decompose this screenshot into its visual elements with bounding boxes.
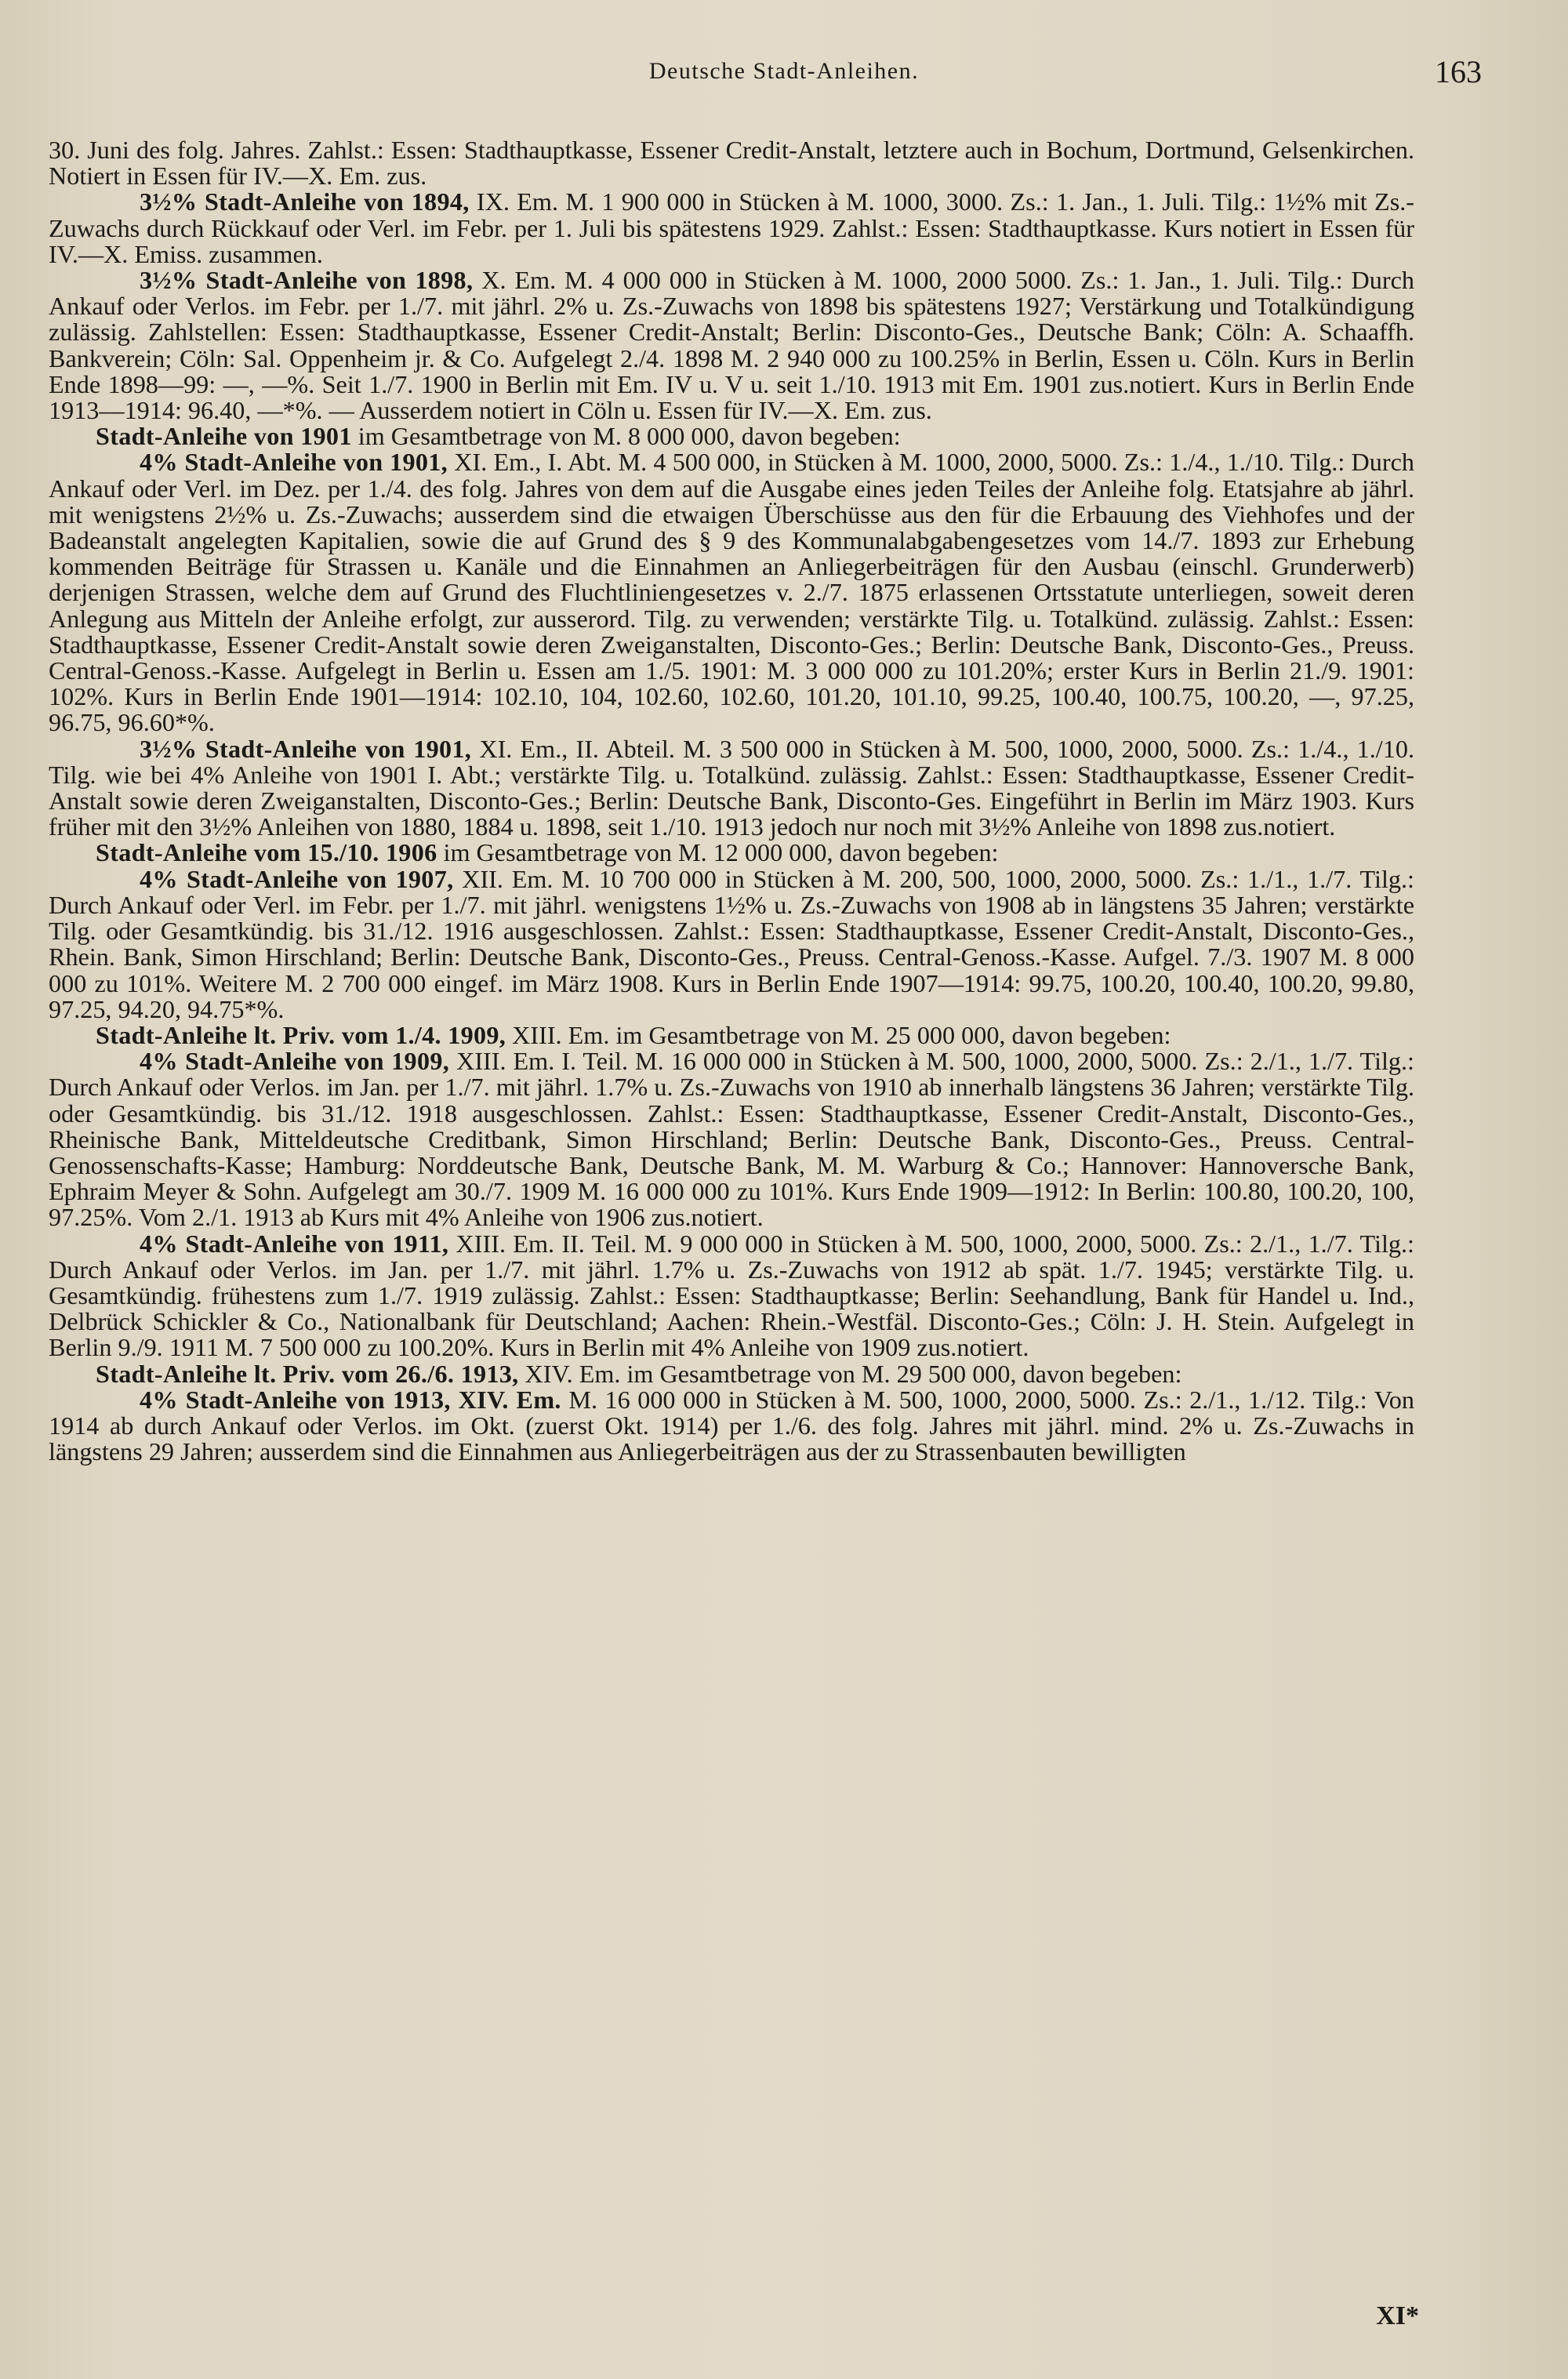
entry-heading: 4% Stadt-Anleihe von 1909, (140, 1047, 450, 1076)
signature-mark: XI* (1376, 2301, 1419, 2330)
entry-heading: 4% Stadt-Anleihe von 1907, (140, 864, 454, 893)
paragraph (49, 1022, 1414, 1048)
entry-heading: 3½% Stadt-Anleihe von 1898, (140, 266, 474, 295)
page-number: 163 (1435, 54, 1482, 89)
paragraph (49, 449, 1414, 735)
page-header (47, 53, 1521, 93)
entry-heading: 4% Stadt-Anleihe von 1913, XIV. Em. (140, 1385, 561, 1414)
paragraph (49, 189, 1414, 267)
entry-text: IX. Em. M. 1 900 000 in Stücken à M. 1000, 3000. Zs.: 1. Jan., 1. Juli. Tilg.: 1½% mit Zs.-Zuwachs durch Rückkauf oder Verl. im Febr. per 1. Juli bis spätestens 1929. Zahlst.: Essen: Stadthauptkasse. Kurs notiert in Essen für IV.—X. Emiss. zusammen. (49, 187, 1414, 268)
entry-text: XI. Em., I. Abt. M. 4 500 000, in Stücken à M. 1000, 2000, 5000. Zs.: 1./4., 1./10. Tilg.: Durch Ankauf oder Verl. im Dez. per 1./4. des folg. Jahres von dem auf die Ausgabe eines jeden Teiles der Anleihe folg. Etatsjahre ab jährl. mit wenigstens 2½% u. Zs.-Zuwachs; ausserdem sind die etwaigen Überschüsse aus den für die Erbauung des Viehhofes und der Badeanstalt angelegten Kapitalien, sowie die auf Grund des § 9 des Kommunalabgabengesetzes vom 14./7. 1893 zur Erhebung kommenden Beiträge für Strassen u. Kanäle und die Einnahmen an Anliegerbeiträgen für den Ausbau (einschl. Grunderwerb) derjenigen Strassen, welche dem auf Grund des Fluchtliniengesetzes v. 2./7. 1875 erlassenen Ortsstatute unterliegen, soweit deren Anlegung aus Mitteln der Anleihe erfolgt, zur ausserord. Tilg. zu verwenden; verstärkte Tilg. u. Totalkünd. zulässig. Zahlst.: Essen: Stadthauptkasse, Essener Credit-Anstalt sowie deren Zweiganstalten, Disconto-Ges.; Berlin: Deutsche Bank, Disconto-Ges., Preuss. Central-Genoss.-Kasse. Aufgelegt in Berlin u. Essen am 1./5. 1901: M. 3 000 000 zu 101.20%; erster Kurs in Berlin 21./9. 1901: 102%. Kurs in Berlin Ende 1901—1914: 102.10, 104, 102.60, 102.60, 101.20, 101.10, 99.25, 100.40, 100.75, 100.20, —, 97.25, 96.75, 96.60*%. (49, 448, 1414, 737)
running-title: Deutsche Stadt-Anleihen. (648, 58, 920, 84)
entry-text: im Gesamtbetrage von M. 8 000 000, davon begeben: (351, 422, 901, 451)
entry-text: XI. Em., II. Abteil. M. 3 500 000 in Stücken à M. 500, 1000, 2000, 5000. Zs.: 1./4., 1./10. Tilg. wie bei 4% Anleihe von 1901 I. Abt.; verstärkte Tilg. u. Totalkünd. zulässig. Zahlst.: Essen: Stadthauptkasse, Essener Credit-Anstalt sowie deren Zweiganstalten, Disconto-Ges.; Berlin: Deutsche Bank, Disconto-Ges. Eingeführt in Berlin im März 1903. Kurs früher mit den 3½% Anleihen von 1880, 1884 u. 1898, seit 1./10. 1913 jedoch nur noch mit 3½% Anleihe von 1898 zus.notiert. (49, 734, 1414, 841)
entry-text: XIV. Em. im Gesamtbetrage von M. 29 500 000, davon begeben: (518, 1359, 1182, 1388)
entry-text: XIII. Em. II. Teil. M. 9 000 000 in Stücken à M. 500, 1000, 2000, 5000. Zs.: 2./1., 1./7. Tilg.: Durch Ankauf oder Verlos. im Jan. per 1./7. mit jährl. 1.7% u. Zs.-Zuwachs von 1912 ab spät. 1./7. 1945; verstärkte Tilg. u. Gesamtkündig. frühestens zum 1./7. 1919 zulässig. Zahlst.: Essen: Stadthauptkasse; Berlin: Seehandlung, Bank für Handel u. Ind., Delbrück Schickler & Co., Nationalbank für Deutschland; Aachen: Rhein.-Westfäl. Disconto-Ges.; Cöln: J. H. Stein. Aufgelegt in Berlin 9./9. 1911 M. 7 500 000 zu 100.20%. Kurs in Berlin mit 4% Anleihe von 1909 zus.notiert. (49, 1229, 1414, 1362)
entry-heading: 4% Stadt-Anleihe von 1901, (140, 448, 448, 477)
entry-text: im Gesamtbetrage von M. 12 000 000, davon begeben: (437, 838, 999, 867)
entry-text: XII. Em. M. 10 700 000 in Stücken à M. 200, 500, 1000, 2000, 5000. Zs.: 1./1., 1./7. Tilg.: Durch Ankauf oder Verl. im Febr. per 1./7. mit jährl. wenigstens 1½% u. Zs.-Zuwachs von 1908 ab in längstens 35 Jahren; verstärkte Tilg. oder Gesamtkündig. bis 31./12. 1916 ausgeschlossen. Zahlst.: Essen: Stadthauptkasse, Essener Credit-Anstalt, Disconto-Ges., Rhein. Bank, Simon Hirschland; Berlin: Deutsche Bank, Disconto-Ges., Preuss. Central-Genoss.-Kasse. Aufgel. 7./3. 1907 M. 8 000 000 zu 101%. Weitere M. 2 700 000 eingef. im März 1908. Kurs in Berlin Ende 1907—1914: 99.75, 100.20, 100.40, 100.20, 99.80, 97.25, 94.20, 94.75*%. (49, 864, 1414, 1023)
paragraph (49, 1048, 1414, 1230)
paragraph (49, 1361, 1414, 1387)
entry-heading: Stadt-Anleihe lt. Priv. vom 1./4. 1909, (96, 1020, 506, 1049)
entry-heading: 4% Stadt-Anleihe von 1911, (140, 1229, 449, 1258)
entry-text: 30. Juni des folg. Jahres. Zahlst.: Essen: Stadthauptkasse, Essener Credit-Anstalt, letztere auch in Bochum, Dortmund, Gelsenkirchen. Notiert in Essen für IV.—X. Em. zus. (49, 136, 1414, 191)
body-text (49, 137, 1414, 1465)
entry-heading: 3½% Stadt-Anleihe von 1901, (140, 734, 472, 763)
entry-heading: Stadt-Anleihe von 1901 (96, 422, 352, 451)
entry-heading: 3½% Stadt-Anleihe von 1894, (140, 187, 470, 216)
entry-heading: Stadt-Anleihe vom 15./10. 1906 (96, 838, 437, 867)
entry-text: X. Em. M. 4 000 000 in Stücken à M. 1000, 2000 5000. Zs.: 1. Jan., 1. Juli. Tilg.: Durch Ankauf oder Verlos. im Febr. per 1./7. mit jährl. 2% u. Zs.-Zuwachs von 1898 bis spätestens 1927; Verstärkung und Totalkündigung zulässig. Zahlstellen: Essen: Stadthauptkasse, Essener Credit-Anstalt; Berlin: Disconto-Ges., Deutsche Bank; Cöln: A. Schaaffh. Bankverein; Cöln: Sal. Oppenheim jr. & Co. Aufgelegt 2./4. 1898 M. 2 940 000 zu 100.25% in Berlin, Essen u. Cöln. Kurs in Berlin Ende 1898—99: —, —%. Seit 1./7. 1900 in Berlin mit Em. IV u. V u. seit 1./10. 1913 mit Em. 1901 zus.notiert. Kurs in Berlin Ende 1913—1914: 96.40, —*%. — Ausserdem notiert in Cöln u. Essen für IV.—X. Em. zus. (49, 266, 1414, 425)
entry-text: XIII. Em. im Gesamtbetrage von M. 25 000 000, davon begeben: (506, 1020, 1171, 1049)
paragraph (49, 840, 1414, 866)
paragraph (49, 423, 1414, 449)
paragraph (49, 267, 1414, 423)
entry-heading: Stadt-Anleihe lt. Priv. vom 26./6. 1913, (96, 1359, 519, 1388)
entry-text: M. 16 000 000 in Stücken à M. 500, 1000, 2000, 5000. Zs.: 2./1., 1./12. Tilg.: Von 1914 ab durch Ankauf oder Verlos. im Okt. (zuerst Okt. 1914) per 1./6. des folg. Jahres mit jährl. mind. 2% u. Zs.-Zuwachs in längstens 29 Jahren; ausserdem sind die Einnahmen aus Anliegerbeiträgen aus der zu Strassenbauten bewilligten (49, 1385, 1414, 1466)
paragraph (49, 736, 1414, 841)
paragraph (49, 137, 1414, 189)
paragraph (49, 866, 1414, 1022)
paragraph (49, 1387, 1414, 1466)
paragraph (49, 1231, 1414, 1361)
entry-text: XIII. Em. I. Teil. M. 16 000 000 in Stücken à M. 500, 1000, 2000, 5000. Zs.: 2./1., 1./7. Tilg.: Durch Ankauf oder Verlos. im Jan. per 1./7. mit jährl. 1.7% u. Zs.-Zuwachs von 1910 ab innerhalb längstens 36 Jahren; verstärkte Tilg. oder Gesamtkündig. bis 31./12. 1918 ausgeschlossen. Zahlst.: Essen: Stadthauptkasse, Essener Credit-Anstalt, Disconto-Ges., Rheinische Bank, Mitteldeutsche Creditbank, Simon Hirschland; Berlin: Deutsche Bank, Disconto-Ges., Preuss. Central-Genossenschafts-Kasse; Hamburg: Norddeutsche Bank, Deutsche Bank, M. M. Warburg & Co.; Hannover: Hannoversche Bank, Ephraim Meyer & Sohn. Aufgelegt am 30./7. 1909 M. 16 000 000 zu 101%. Kurs Ende 1909—1912: In Berlin: 100.80, 100.20, 100, 97.25%. Vom 2./1. 1913 ab Kurs mit 4% Anleihe von 1906 zus.notiert. (49, 1047, 1414, 1232)
